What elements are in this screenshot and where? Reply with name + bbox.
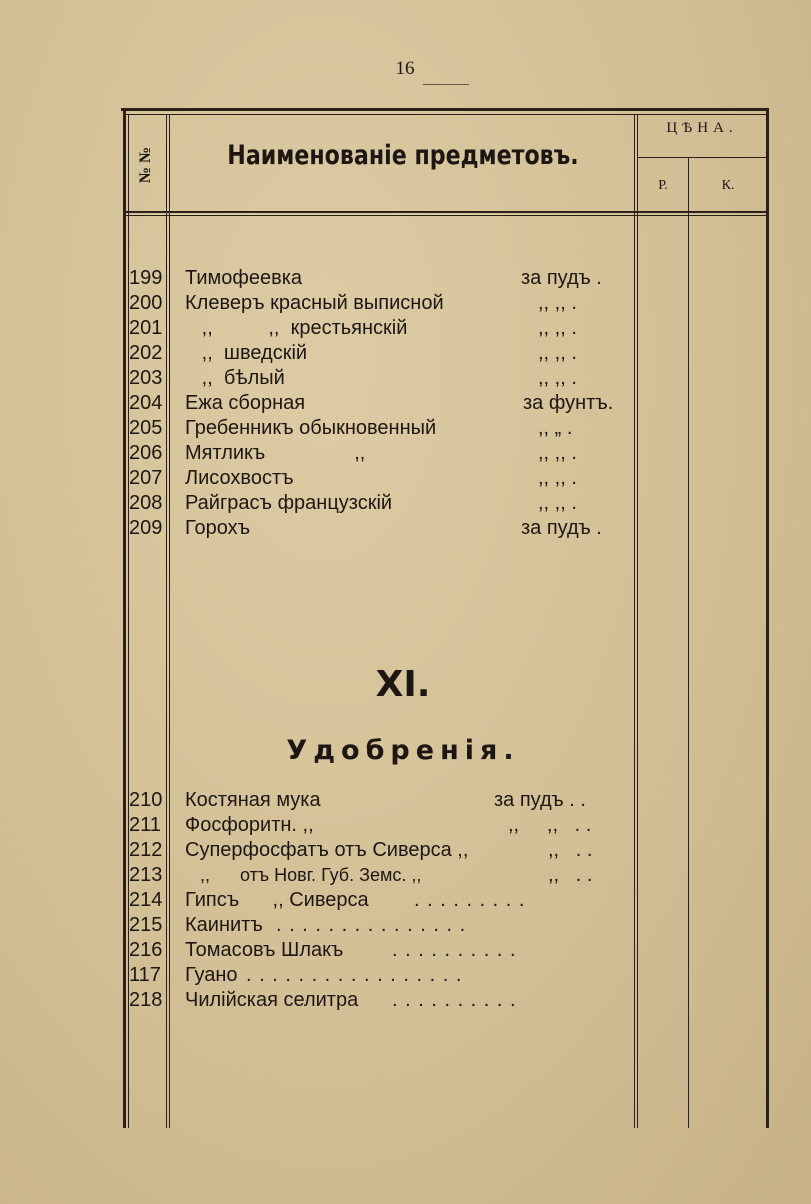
item-number: 211: [129, 814, 161, 836]
item-name: Гребенникъ обыкновенный: [185, 417, 437, 439]
item-row: [0, 291, 811, 316]
item-number: 209: [129, 517, 163, 539]
item-row: [0, 888, 811, 913]
item-row: [0, 516, 811, 541]
item-number: 218: [129, 989, 163, 1011]
page-number-rule: [423, 84, 469, 85]
item-row: [0, 491, 811, 516]
kopecks-column-header: К.: [721, 178, 735, 193]
item-number: 216: [129, 939, 163, 961]
item-unit: ,, „ .: [538, 417, 573, 439]
item-name: Тимофеевка: [185, 267, 303, 289]
item-unit: ,, . .: [548, 839, 593, 861]
items-column-header: Наименованіе предметовъ.: [227, 140, 579, 171]
item-row: [0, 441, 811, 466]
item-name: ,, шведскій: [185, 342, 308, 364]
item-unit: . . . . . . . . . .: [392, 989, 517, 1011]
item-number: 204: [129, 392, 163, 414]
item-name: Мятликъ ,,: [185, 442, 366, 464]
item-unit: ,, ,, .: [538, 467, 577, 489]
item-unit: ,, ,, .: [538, 442, 577, 464]
item-name: Томасовъ Шлакъ: [185, 939, 344, 961]
item-name: Фосфоритн. ,,: [185, 814, 314, 836]
item-number: 214: [129, 889, 163, 911]
item-unit: ,, ,, .: [538, 342, 577, 364]
table-top-border: [121, 108, 769, 111]
section-number: XI.: [375, 664, 431, 705]
header-bottom-border: [125, 211, 767, 213]
item-row: [0, 466, 811, 491]
number-column-label: № №: [137, 146, 154, 184]
item-name: Гуано: [185, 964, 238, 986]
item-unit: ,, . .: [548, 864, 593, 886]
item-number: 206: [129, 442, 163, 464]
item-row: [0, 391, 811, 416]
item-name: Каинитъ: [185, 914, 263, 936]
item-unit: ,, ,, .: [538, 492, 577, 514]
rubles-column-header: Р.: [658, 178, 668, 193]
item-number: 201: [129, 317, 163, 339]
item-number: 199: [129, 267, 163, 289]
item-row: [0, 416, 811, 441]
item-unit: за пудъ .: [521, 267, 602, 289]
item-name: ,, отъ Новг. Губ. Земс. ,,: [185, 865, 422, 885]
number-column-header: [127, 120, 165, 210]
item-unit: . . . . . . . . . . . . . . .: [276, 914, 467, 936]
page-number: 16: [395, 58, 415, 79]
item-row: [0, 813, 811, 838]
item-name: Горохъ: [185, 517, 251, 539]
item-row: [0, 988, 811, 1013]
item-unit: ,, ,, .: [538, 317, 577, 339]
item-unit: за фунтъ.: [523, 392, 614, 414]
item-name: Ежа сборная: [185, 392, 306, 414]
item-number: 213: [129, 864, 163, 886]
item-name: ,, бѣлый: [185, 367, 285, 389]
item-name: Чилійская селитра: [185, 989, 359, 1011]
price-column-header: ЦѢНА.: [666, 120, 738, 136]
item-row: [0, 913, 811, 938]
section-title: Удобренія.: [286, 735, 520, 766]
item-unit: . . . . . . . . .: [414, 889, 526, 911]
item-number: 212: [129, 839, 163, 861]
item-row: [0, 316, 811, 341]
item-number: 205: [129, 417, 163, 439]
item-number: 215: [129, 914, 163, 936]
item-name: ,, ,, крестьянскій: [185, 317, 408, 339]
item-name: Райграсъ французскій: [185, 492, 393, 514]
header-bottom-inner-border: [125, 215, 767, 216]
item-number: 210: [129, 789, 163, 811]
item-unit: ,, ,, . .: [508, 814, 592, 836]
item-unit: за пудъ . .: [494, 789, 586, 811]
item-number: 203: [129, 367, 163, 389]
item-number: 202: [129, 342, 163, 364]
item-name: Клеверъ красный выписной: [185, 292, 444, 314]
item-row: [0, 963, 811, 988]
item-name: Костяная мука: [185, 789, 321, 811]
item-name: Гипсъ ,, Сиверса: [185, 889, 369, 911]
item-row: [0, 341, 811, 366]
item-row: [0, 938, 811, 963]
item-row: [0, 838, 811, 863]
item-unit: ,, ,, .: [538, 292, 577, 314]
item-number: 117: [129, 964, 161, 986]
item-name: Лисохвостъ: [185, 467, 294, 489]
item-row: [0, 366, 811, 391]
item-row: [0, 788, 811, 813]
item-number: 207: [129, 467, 163, 489]
item-row: [0, 266, 811, 291]
item-row: [0, 863, 811, 888]
item-unit: . . . . . . . . . .: [392, 939, 517, 961]
item-unit: . . . . . . . . . . . . . . . . .: [246, 964, 463, 986]
item-unit: за пудъ .: [521, 517, 602, 539]
item-name: Суперфосфатъ отъ Сиверса ,,: [185, 839, 469, 861]
item-unit: ,, ,, .: [538, 367, 577, 389]
item-number: 200: [129, 292, 163, 314]
price-header-divider: [638, 157, 767, 158]
item-number: 208: [129, 492, 163, 514]
table-top-inner-border: [125, 114, 767, 115]
